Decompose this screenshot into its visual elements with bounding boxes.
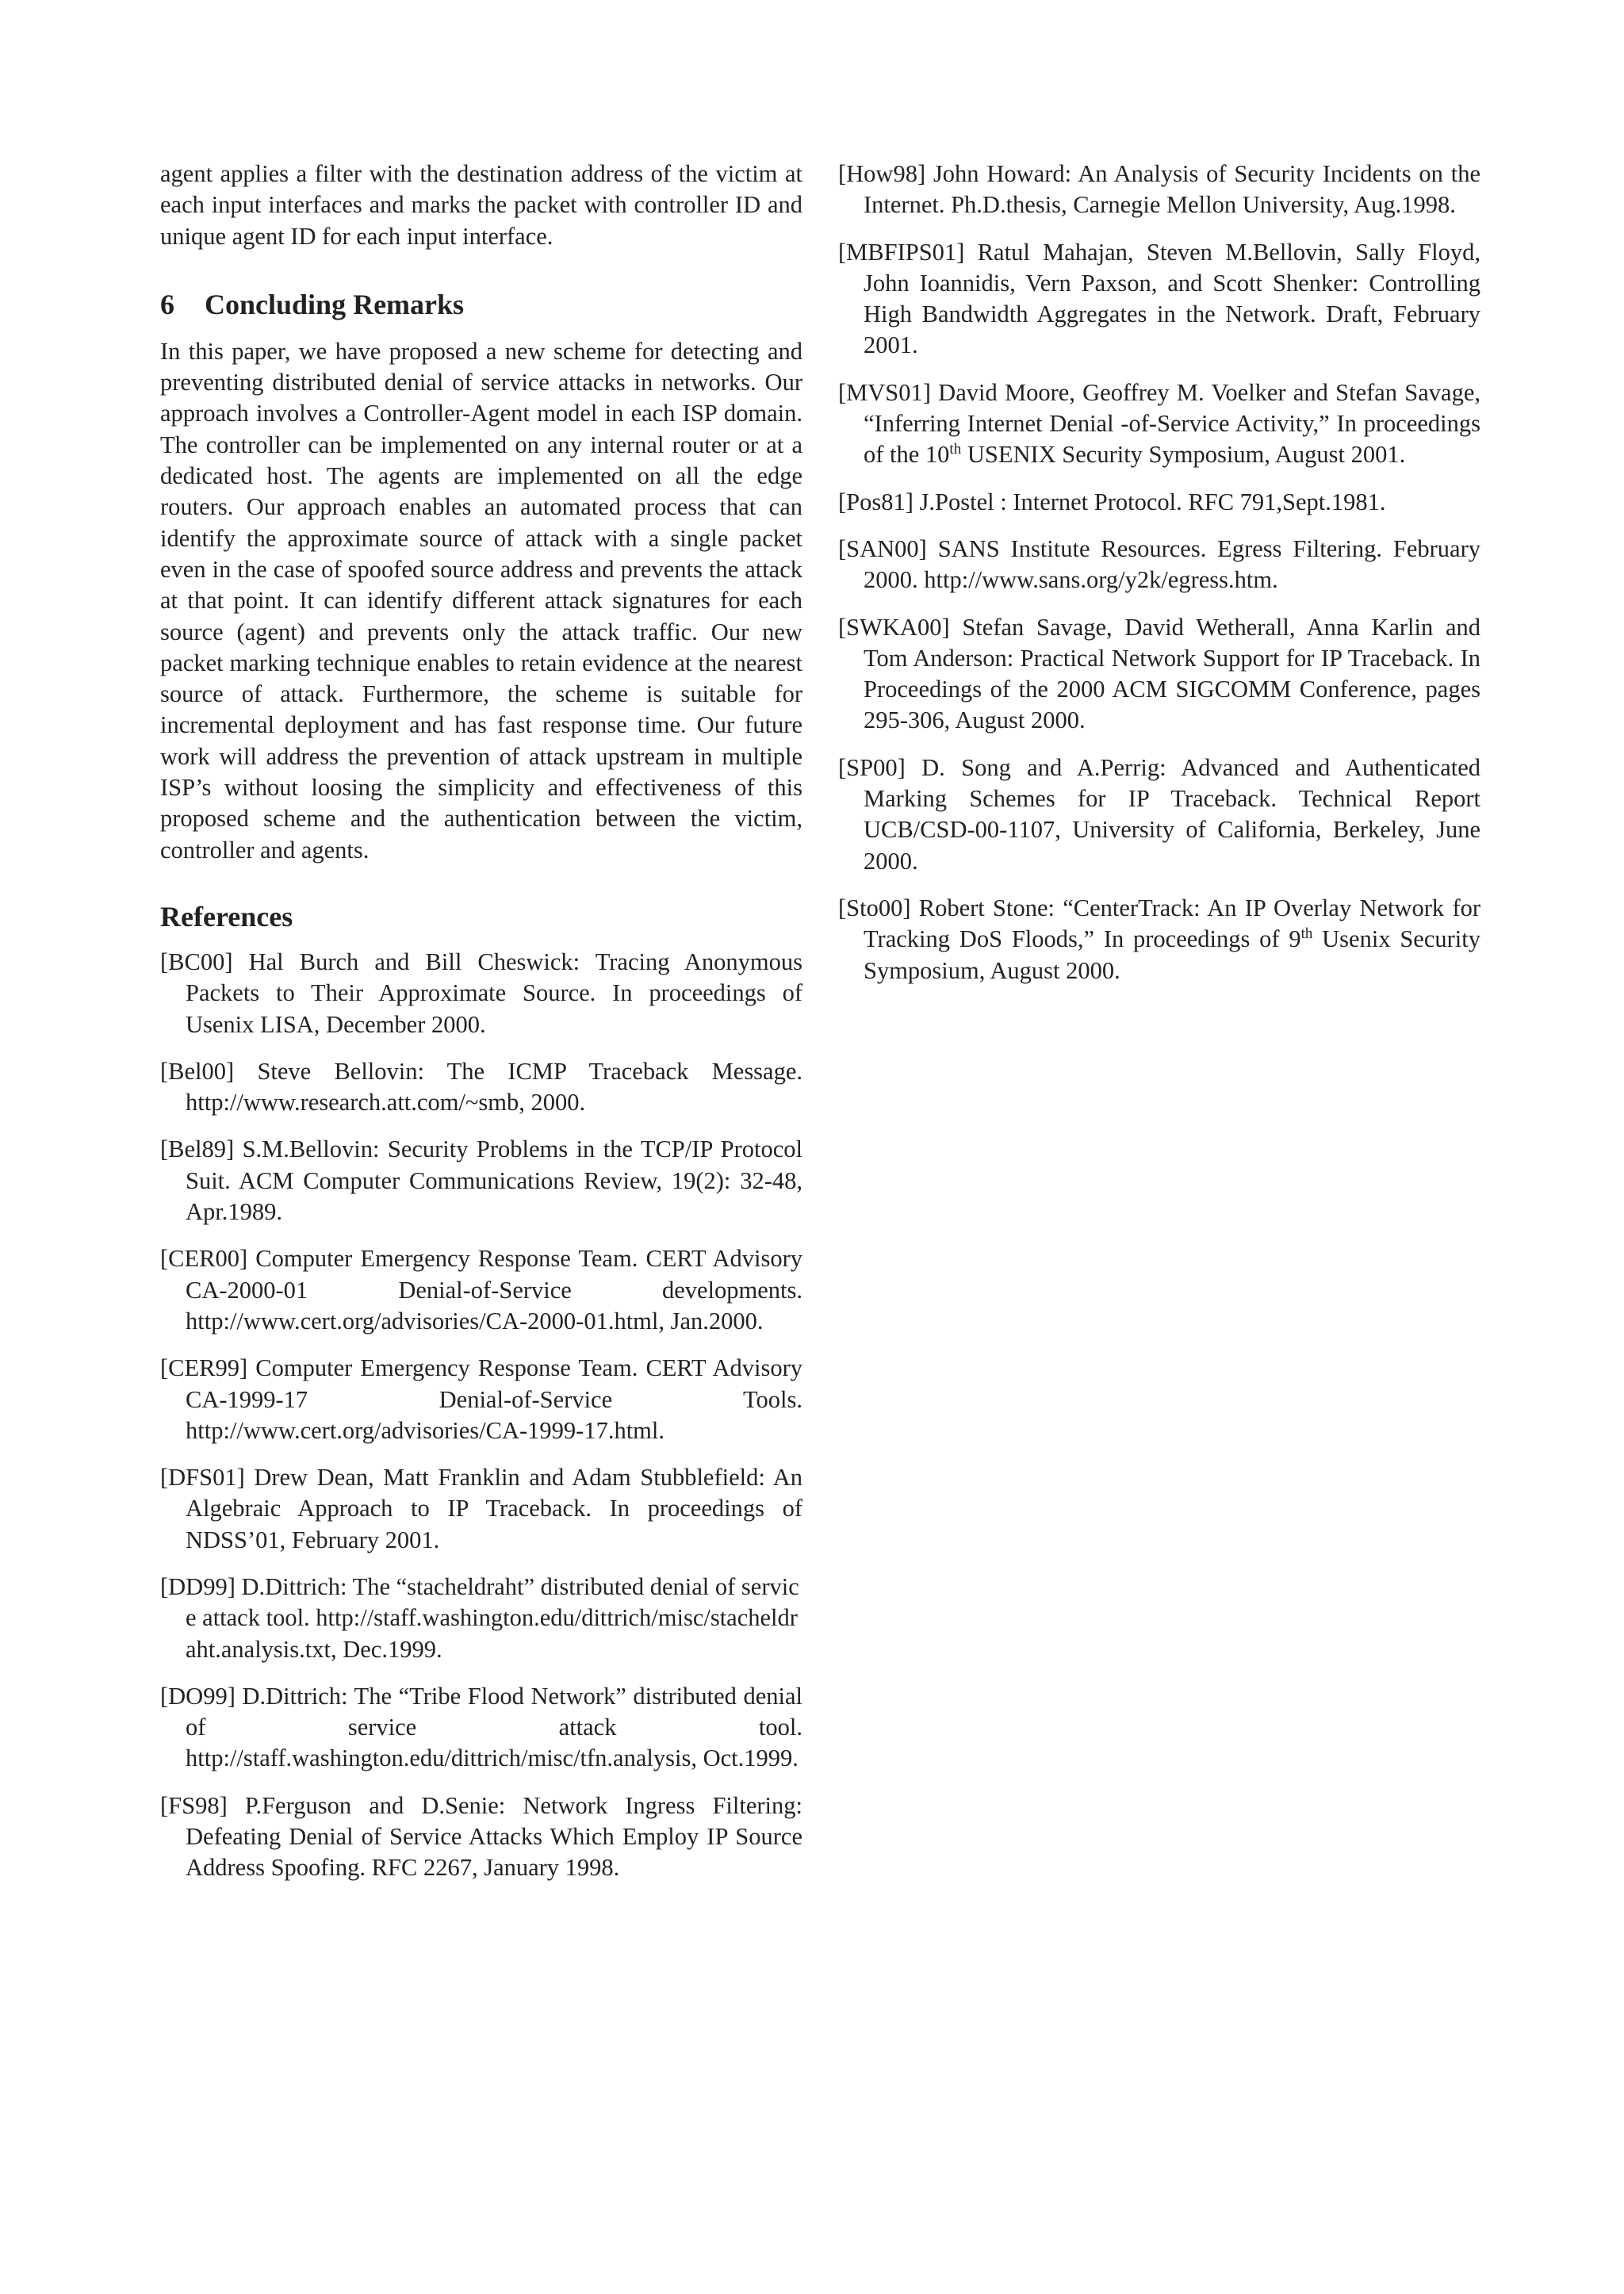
- reference-text: Ratul Mahajan, Steven M.Bellovin, Sally Floyd, John Ioannidis, Vern Paxson, and Scott Shenker: Controlling High Bandwidth Aggregates in the Network. Draft, February 2001.: [864, 238, 1480, 359]
- reference-label: [BC00]: [160, 948, 233, 975]
- reference-label: [Pos81]: [838, 488, 914, 515]
- reference-item: [838, 487, 1480, 518]
- reference-text: S.M.Bellovin: Security Problems in the TCP/IP Protocol Suit. ACM Computer Communications Review, 19(2): 32-48, Apr.1989.: [186, 1136, 802, 1226]
- reference-text: Drew Dean, Matt Franklin and Adam Stubblefield: An Algebraic Approach to IP Traceback. In proceedings of NDSS’01, February 2001.: [186, 1464, 802, 1553]
- reference-item: [160, 1353, 802, 1446]
- reference-label: [SP00]: [838, 753, 906, 781]
- intro-paragraph: agent applies a filter with the destination address of the victim at each input interfaces and marks the packet with controller ID and unique agent ID for each input interface.: [160, 160, 802, 250]
- reference-text: Computer Emergency Response Team. CERT Advisory CA-1999-17 Denial-of-Service Tools. http://www.cert.org/advisories/CA-1999-17.html.: [186, 1354, 803, 1444]
- reference-item: [160, 1681, 802, 1775]
- reference-text: Robert Stone: “CenterTrack: An IP Overlay Network for Tracking DoS Floods,” In proceedings of 9: [864, 894, 1481, 953]
- reference-label: [FS98]: [160, 1791, 228, 1819]
- reference-label: [CER00]: [160, 1245, 248, 1273]
- reference-item: [160, 1572, 802, 1665]
- reference-label: [DD99]: [160, 1572, 236, 1600]
- section-heading: [160, 287, 802, 322]
- reference-text: D.Dittrich: The “Tribe Flood Network” distributed denial of service attack tool. http://staff.washington.edu/dittrich/misc/tfn.analysis, Oct.1999.: [186, 1682, 803, 1772]
- reference-label: [Bel00]: [160, 1057, 235, 1085]
- reference-text: J.Postel : Internet Protocol. RFC 791,Sept.1981.: [919, 488, 1386, 515]
- left-column: [160, 159, 802, 1900]
- section-number: 6: [160, 288, 174, 320]
- reference-label: [Bel89]: [160, 1136, 235, 1163]
- reference-item: [838, 534, 1480, 596]
- reference-label: [SAN00]: [838, 534, 927, 562]
- references-heading: References: [160, 900, 293, 933]
- reference-item: [160, 1056, 802, 1119]
- reference-text: D. Song and A.Perrig: Advanced and Authenticated Marking Schemes for IP Traceback. Technical Report UCB/CSD-00-1107, University of California, Berkeley, June 2000.: [864, 753, 1481, 875]
- reference-label: [DO99]: [160, 1682, 236, 1710]
- ordinal-superscript: th: [1300, 925, 1313, 943]
- reference-label: [MBFIPS01]: [838, 238, 965, 266]
- reference-item: [160, 1790, 802, 1884]
- reference-item: [838, 753, 1480, 877]
- reference-text-cont: Usenix Security Symposium, August 2000.: [864, 925, 1480, 984]
- reference-item: [838, 237, 1480, 362]
- reference-text-cont: USENIX Security Symposium, August 2001.: [961, 441, 1406, 469]
- reference-item: [160, 1243, 802, 1337]
- reference-label: [CER99]: [160, 1354, 248, 1382]
- reference-text: Computer Emergency Response Team. CERT Advisory CA-2000-01 Denial-of-Service developments. http://www.cert.org/advisories/CA-2000-01.html, Jan.2000.: [186, 1245, 803, 1335]
- reference-item: [160, 1134, 802, 1227]
- reference-text: SANS Institute Resources. Egress Filtering. February 2000. http://www.sans.org/y2k/egress.htm.: [864, 534, 1480, 594]
- reference-item: [160, 947, 802, 1040]
- reference-label: [How98]: [838, 160, 926, 187]
- section-title: Concluding Remarks: [205, 288, 465, 320]
- concluding-remarks-body: In this paper, we have proposed a new scheme for detecting and preventing distributed denial of service attacks in networks. Our approach involves a Controller-Agent model in each ISP domain. The controller can be implemented on any internal router or at a dedicated host. The agents are implemented on all the edge routers. Our approach enables an automated process that can identify the approximate source of attack with a single packet even in the case of spoofed source address and prevents the attack at that point. It can identify different attack signatures for each source (agent) and prevents only the attack traffic. Our new packet marking technique enables to retain evidence at the nearest source of attack. Furthermore, the scheme is suitable for incremental deployment and has fast response time. Our future work will address the prevention of attack upstream in multiple ISP’s without loosing the simplicity and effectiveness of this proposed scheme and the authentication between the victim, controller and agents.: [160, 337, 802, 864]
- reference-item: [838, 893, 1480, 986]
- reference-label: [SWKA00]: [838, 613, 950, 641]
- reference-label: [MVS01]: [838, 378, 931, 406]
- reference-item: [160, 1462, 802, 1556]
- reference-text: P.Ferguson and D.Senie: Network Ingress Filtering: Defeating Denial of Service Attacks Which Employ IP Source Address Spoofing. RFC 2267, January 1998.: [186, 1791, 802, 1882]
- reference-item: [838, 377, 1480, 471]
- reference-text: Stefan Savage, David Wetherall, Anna Karlin and Tom Anderson: Practical Network Support for IP Traceback. In Proceedings of the 2000 ACM SIGCOMM Conference, pages 295-306, August 2000.: [864, 613, 1480, 734]
- reference-item: [838, 612, 1480, 737]
- reference-label: [Sto00]: [838, 894, 911, 921]
- right-column: [838, 159, 1480, 1002]
- reference-text: D.Dittrich: The “stacheldraht” distributed denial of service attack tool. http://staff.washington.edu/dittrich/misc/stacheldraht.analysis.txt, Dec.1999.: [186, 1572, 799, 1663]
- reference-text: David Moore, Geoffrey M. Voelker and Stefan Savage, “Inferring Internet Denial -of-Service Activity,” In proceedings of the 10: [864, 378, 1480, 469]
- reference-label: [DFS01]: [160, 1464, 245, 1492]
- reference-text: John Howard: An Analysis of Security Incidents on the Internet. Ph.D.thesis, Carnegie Mellon University, Aug.1998.: [864, 160, 1481, 219]
- ordinal-superscript: th: [949, 441, 962, 458]
- reference-item: [838, 159, 1480, 221]
- reference-text: Hal Burch and Bill Cheswick: Tracing Anonymous Packets to Their Approximate Source. In proceedings of Usenix LISA, December 2000.: [186, 948, 802, 1038]
- reference-text: Steve Bellovin: The ICMP Traceback Message. http://www.research.att.com/~smb, 2000.: [186, 1057, 803, 1116]
